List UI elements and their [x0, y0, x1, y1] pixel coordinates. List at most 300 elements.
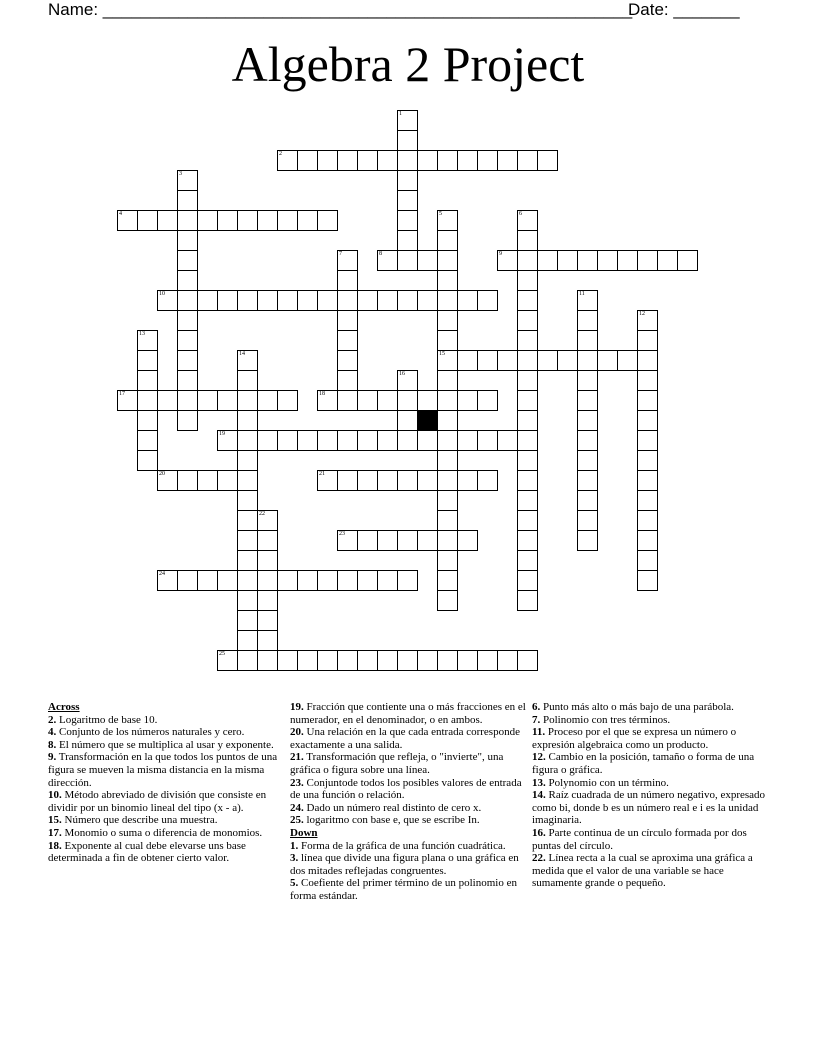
grid-cell[interactable] — [477, 290, 498, 311]
grid-cell[interactable] — [457, 350, 478, 371]
grid-cell[interactable] — [237, 550, 258, 571]
grid-cell[interactable] — [377, 570, 398, 591]
grid-cell[interactable] — [357, 650, 378, 671]
grid-cell[interactable] — [357, 430, 378, 451]
grid-cell[interactable] — [637, 310, 658, 331]
grid-cell[interactable] — [277, 390, 298, 411]
grid-cell[interactable] — [517, 650, 538, 671]
grid-cell[interactable] — [177, 170, 198, 191]
grid-cell[interactable] — [437, 550, 458, 571]
grid-cell[interactable] — [377, 250, 398, 271]
grid-cell[interactable] — [177, 270, 198, 291]
grid-cell[interactable] — [577, 450, 598, 471]
grid-cell[interactable] — [557, 350, 578, 371]
grid-cell[interactable] — [657, 250, 678, 271]
grid-cell[interactable] — [237, 430, 258, 451]
grid-cell[interactable] — [337, 270, 358, 291]
grid-cell[interactable] — [397, 430, 418, 451]
clue-text: Método abreviado de división que consiste en dividir por un binomio lineal del tipo (x - a). — [48, 789, 267, 814]
grid-cell[interactable] — [497, 650, 518, 671]
grid-cell[interactable] — [437, 410, 458, 431]
grid-cell[interactable] — [277, 430, 298, 451]
grid-cell[interactable] — [217, 570, 238, 591]
date-field-label[interactable]: Date: _______ — [628, 0, 740, 19]
grid-cell[interactable] — [457, 530, 478, 551]
grid-cell[interactable] — [477, 430, 498, 451]
grid-cell[interactable] — [337, 250, 358, 271]
grid-cell[interactable] — [257, 530, 278, 551]
grid-cell[interactable] — [517, 410, 538, 431]
grid-cell[interactable] — [137, 390, 158, 411]
grid-cell[interactable] — [637, 430, 658, 451]
grid-cell[interactable] — [317, 570, 338, 591]
grid-cell[interactable] — [577, 370, 598, 391]
grid-cell[interactable] — [397, 130, 418, 151]
clue-text: Una relación en la que cada entrada corresponde exactamente a una salida. — [290, 726, 520, 751]
grid-cell[interactable] — [457, 290, 478, 311]
grid-cell[interactable] — [337, 430, 358, 451]
grid-cell[interactable] — [457, 390, 478, 411]
grid-cell[interactable] — [177, 210, 198, 231]
grid-cell[interactable] — [177, 230, 198, 251]
grid-cell[interactable] — [677, 250, 698, 271]
grid-cell[interactable] — [397, 570, 418, 591]
down-clue — [532, 777, 766, 790]
grid-cell[interactable] — [437, 250, 458, 271]
grid-cell[interactable] — [577, 290, 598, 311]
grid-cell[interactable] — [517, 350, 538, 371]
across-clue — [290, 814, 526, 827]
grid-cell[interactable] — [197, 570, 218, 591]
grid-cell[interactable] — [177, 410, 198, 431]
grid-cell[interactable] — [297, 150, 318, 171]
grid-cell[interactable] — [357, 150, 378, 171]
grid-cell[interactable] — [177, 350, 198, 371]
clue-number: 13 — [139, 331, 145, 337]
grid-cell[interactable] — [557, 250, 578, 271]
grid-cell[interactable] — [517, 230, 538, 251]
grid-cell[interactable] — [637, 370, 658, 391]
grid-cell[interactable] — [337, 330, 358, 351]
grid-cell[interactable] — [177, 250, 198, 271]
grid-cell[interactable] — [237, 390, 258, 411]
grid-cell[interactable] — [597, 350, 618, 371]
grid-cell[interactable] — [217, 210, 238, 231]
grid-cell[interactable] — [217, 650, 238, 671]
grid-cell[interactable] — [497, 250, 518, 271]
grid-cell[interactable] — [417, 430, 438, 451]
grid-cell[interactable] — [417, 390, 438, 411]
grid-cell[interactable] — [297, 290, 318, 311]
grid-cell[interactable] — [397, 190, 418, 211]
grid-cell[interactable] — [277, 650, 298, 671]
grid-cell[interactable] — [397, 370, 418, 391]
grid-cell[interactable] — [377, 290, 398, 311]
grid-cell[interactable] — [537, 250, 558, 271]
down-clue — [532, 714, 766, 727]
grid-cell[interactable] — [377, 390, 398, 411]
clue-num: 10. — [48, 789, 62, 802]
clue-text: Polynomio con un término. — [545, 776, 669, 789]
grid-cell[interactable] — [577, 470, 598, 491]
grid-cell[interactable] — [317, 650, 338, 671]
grid-cell[interactable] — [177, 370, 198, 391]
grid-cell[interactable] — [517, 330, 538, 351]
grid-cell[interactable] — [357, 530, 378, 551]
across-clue — [290, 751, 526, 776]
grid-cell[interactable] — [237, 570, 258, 591]
clue-text: Proceso por el que se expresa un número o expresión algebraica como un producto. — [532, 726, 737, 751]
grid-cell[interactable] — [477, 390, 498, 411]
grid-cell[interactable] — [437, 490, 458, 511]
grid-cell[interactable] — [637, 410, 658, 431]
grid-cell[interactable] — [377, 530, 398, 551]
grid-cell[interactable] — [137, 430, 158, 451]
grid-cell[interactable] — [177, 290, 198, 311]
grid-cell[interactable] — [577, 350, 598, 371]
grid-cell[interactable] — [217, 390, 238, 411]
grid-cell[interactable] — [397, 650, 418, 671]
grid-cell[interactable] — [517, 290, 538, 311]
clue-text: Punto más alto o más bajo de una parábola. — [540, 701, 734, 713]
grid-cell[interactable] — [257, 570, 278, 591]
grid-cell[interactable] — [577, 250, 598, 271]
clue-number: 17 — [119, 391, 125, 397]
grid-cell[interactable] — [177, 310, 198, 331]
grid-cell[interactable] — [297, 430, 318, 451]
grid-cell[interactable] — [577, 510, 598, 531]
grid-cell[interactable] — [637, 550, 658, 571]
grid-cell[interactable] — [377, 650, 398, 671]
grid-cell[interactable] — [137, 410, 158, 431]
grid-cell[interactable] — [157, 290, 178, 311]
clue-text: logaritmo con base e, que se escribe In. — [303, 814, 480, 827]
grid-cell[interactable] — [637, 450, 658, 471]
grid-cell[interactable] — [417, 650, 438, 671]
grid-cell[interactable] — [517, 370, 538, 391]
grid-cell[interactable] — [297, 650, 318, 671]
grid-cell[interactable] — [577, 530, 598, 551]
clues-column-1 — [48, 701, 283, 865]
grid-cell[interactable] — [277, 290, 298, 311]
grid-cell[interactable] — [437, 570, 458, 591]
grid-cell[interactable] — [177, 470, 198, 491]
grid-cell[interactable] — [417, 250, 438, 271]
grid-cell[interactable] — [617, 250, 638, 271]
grid-cell[interactable] — [517, 390, 538, 411]
clue-text: Número que describe una muestra. — [61, 814, 218, 827]
grid-cell[interactable] — [257, 590, 278, 611]
clue-num: 18. — [48, 839, 62, 852]
grid-cell[interactable] — [337, 310, 358, 331]
clue-number: 10 — [159, 291, 165, 297]
grid-cell[interactable] — [357, 570, 378, 591]
grid-cell[interactable] — [277, 570, 298, 591]
grid-cell[interactable] — [257, 210, 278, 231]
grid-cell[interactable] — [517, 250, 538, 271]
grid-cell[interactable] — [637, 350, 658, 371]
grid-cell[interactable] — [337, 570, 358, 591]
grid-cell[interactable] — [237, 290, 258, 311]
grid-cell[interactable] — [177, 190, 198, 211]
clue-number: 6 — [519, 211, 522, 217]
grid-cell[interactable] — [637, 390, 658, 411]
clue-num: 6. — [532, 701, 541, 713]
grid-cell[interactable] — [577, 330, 598, 351]
grid-cell[interactable] — [637, 250, 658, 271]
grid-cell[interactable] — [617, 350, 638, 371]
grid-cell[interactable] — [157, 570, 178, 591]
grid-cell[interactable] — [437, 270, 458, 291]
grid-cell[interactable] — [517, 150, 538, 171]
name-field-label[interactable]: Name: ________________________________________________________ — [48, 0, 633, 19]
grid-cell[interactable] — [597, 250, 618, 271]
grid-cell[interactable] — [237, 210, 258, 231]
grid-cell[interactable] — [517, 490, 538, 511]
grid-cell[interactable] — [517, 210, 538, 231]
grid-cell[interactable] — [257, 430, 278, 451]
grid-cell[interactable] — [237, 650, 258, 671]
grid-cell[interactable] — [437, 390, 458, 411]
grid-cell[interactable] — [397, 470, 418, 491]
grid-cell[interactable] — [317, 210, 338, 231]
grid-cell[interactable] — [577, 430, 598, 451]
grid-cell[interactable] — [517, 570, 538, 591]
grid-cell[interactable] — [237, 590, 258, 611]
grid-cell[interactable] — [397, 110, 418, 131]
grid-cell[interactable] — [357, 290, 378, 311]
grid-cell[interactable] — [277, 150, 298, 171]
grid-cell[interactable] — [437, 150, 458, 171]
grid-cell[interactable] — [517, 430, 538, 451]
grid-cell[interactable] — [337, 150, 358, 171]
grid-cell[interactable] — [137, 350, 158, 371]
grid-cell[interactable] — [417, 290, 438, 311]
grid-cell[interactable] — [397, 170, 418, 191]
down-clue — [290, 852, 526, 877]
grid-cell[interactable] — [477, 150, 498, 171]
grid-cell[interactable] — [377, 150, 398, 171]
grid-cell[interactable] — [357, 390, 378, 411]
grid-cell[interactable] — [397, 290, 418, 311]
grid-cell[interactable] — [217, 430, 238, 451]
grid-cell[interactable] — [377, 430, 398, 451]
grid-cell[interactable] — [517, 550, 538, 571]
grid-cell[interactable] — [637, 470, 658, 491]
grid-cell[interactable] — [517, 310, 538, 331]
grid-cell[interactable] — [197, 390, 218, 411]
grid-cell[interactable] — [437, 450, 458, 471]
grid-cell[interactable] — [537, 350, 558, 371]
grid-cell[interactable] — [457, 470, 478, 491]
grid-cell[interactable] — [157, 390, 178, 411]
grid-cell[interactable] — [517, 530, 538, 551]
grid-cell[interactable] — [577, 390, 598, 411]
clue-number: 21 — [319, 471, 325, 477]
grid-cell[interactable] — [157, 470, 178, 491]
grid-cell[interactable] — [437, 650, 458, 671]
grid-cell[interactable] — [337, 290, 358, 311]
grid-cell[interactable] — [537, 150, 558, 171]
grid-cell[interactable] — [257, 290, 278, 311]
grid-cell[interactable] — [437, 210, 458, 231]
grid-cell[interactable] — [257, 550, 278, 571]
grid-cell[interactable] — [437, 290, 458, 311]
grid-cell[interactable] — [157, 210, 178, 231]
grid-cell[interactable] — [257, 390, 278, 411]
grid-cell[interactable] — [317, 150, 338, 171]
grid-cell[interactable] — [437, 430, 458, 451]
grid-cell[interactable] — [517, 590, 538, 611]
grid-cell[interactable] — [517, 450, 538, 471]
grid-cell[interactable] — [257, 610, 278, 631]
grid-cell[interactable] — [137, 370, 158, 391]
grid-cell[interactable] — [477, 470, 498, 491]
grid-cell[interactable] — [397, 250, 418, 271]
clue-text: Transformación que refleja, o "invierte", una gráfica o figura sobre una línea. — [290, 751, 504, 776]
grid-cell[interactable] — [177, 570, 198, 591]
grid-cell[interactable] — [457, 150, 478, 171]
clue-num: 21. — [290, 751, 304, 764]
grid-cell[interactable] — [217, 290, 238, 311]
grid-cell[interactable] — [337, 350, 358, 371]
grid-cell[interactable] — [357, 470, 378, 491]
down-heading: Down — [290, 826, 318, 839]
down-clue — [532, 701, 766, 714]
grid-cell[interactable] — [197, 470, 218, 491]
grid-cell[interactable] — [637, 490, 658, 511]
grid-cell[interactable] — [577, 410, 598, 431]
grid-cell[interactable] — [457, 430, 478, 451]
grid-cell[interactable] — [237, 530, 258, 551]
grid-cell[interactable] — [337, 390, 358, 411]
page-title: Algebra 2 Project — [231, 36, 585, 92]
grid-cell[interactable] — [437, 530, 458, 551]
grid-cell[interactable] — [197, 210, 218, 231]
clue-number: 20 — [159, 471, 165, 477]
grid-cell[interactable] — [397, 230, 418, 251]
grid-cell[interactable] — [217, 470, 238, 491]
grid-cell[interactable] — [317, 470, 338, 491]
grid-cell[interactable] — [237, 350, 258, 371]
grid-cell[interactable] — [437, 470, 458, 491]
grid-cell[interactable] — [337, 370, 358, 391]
clue-number: 5 — [439, 211, 442, 217]
grid-cell[interactable] — [417, 470, 438, 491]
clue-text: línea que divide una figura plana o una gráfica en dos mitades reflejadas congruentes. — [290, 852, 519, 877]
clue-num: 8. — [48, 738, 57, 751]
grid-cell[interactable] — [237, 630, 258, 651]
clue-number: 7 — [339, 251, 342, 257]
grid-cell[interactable] — [437, 330, 458, 351]
grid-cell[interactable] — [517, 510, 538, 531]
grid-cell[interactable] — [237, 470, 258, 491]
grid-cell[interactable] — [317, 430, 338, 451]
grid-cell[interactable] — [377, 470, 398, 491]
grid-cell[interactable] — [297, 210, 318, 231]
grid-cell[interactable] — [397, 530, 418, 551]
grid-cell[interactable] — [437, 310, 458, 331]
clue-text: Dado un número real distinto de cero x. — [303, 801, 482, 814]
grid-cell[interactable] — [137, 450, 158, 471]
grid-cell[interactable] — [497, 430, 518, 451]
grid-cell[interactable] — [237, 450, 258, 471]
across-clue — [48, 827, 283, 840]
grid-cell[interactable] — [397, 410, 418, 431]
clue-number: 22 — [259, 511, 265, 517]
grid-cell[interactable] — [257, 510, 278, 531]
grid-cell[interactable] — [437, 590, 458, 611]
grid-cell[interactable] — [637, 510, 658, 531]
grid-cell[interactable] — [397, 150, 418, 171]
grid-cell[interactable] — [637, 530, 658, 551]
grid-cell[interactable] — [237, 510, 258, 531]
clue-text: Logaritmo de base 10. — [56, 713, 158, 726]
grid-cell[interactable] — [177, 330, 198, 351]
clue-number: 16 — [399, 371, 405, 377]
grid-cell[interactable] — [477, 350, 498, 371]
grid-cell[interactable] — [297, 570, 318, 591]
grid-cell[interactable] — [337, 470, 358, 491]
clue-num: 14. — [532, 789, 546, 802]
grid-cell[interactable] — [237, 490, 258, 511]
grid-cell[interactable] — [577, 490, 598, 511]
grid-cell[interactable] — [197, 290, 218, 311]
grid-cell[interactable] — [137, 210, 158, 231]
grid-cell[interactable] — [117, 210, 138, 231]
grid-cell[interactable] — [517, 470, 538, 491]
grid-cell[interactable] — [237, 410, 258, 431]
grid-cell[interactable] — [437, 350, 458, 371]
grid-cell[interactable] — [577, 310, 598, 331]
across-clue — [48, 714, 283, 727]
grid-cell[interactable] — [117, 390, 138, 411]
grid-cell[interactable] — [517, 270, 538, 291]
grid-cell[interactable] — [437, 370, 458, 391]
down-clue — [532, 827, 766, 852]
grid-cell[interactable] — [277, 210, 298, 231]
grid-cell[interactable] — [637, 330, 658, 351]
grid-cell[interactable] — [177, 390, 198, 411]
clue-text: Polinomio con tres términos. — [540, 713, 671, 726]
grid-cell[interactable] — [317, 290, 338, 311]
grid-cell[interactable] — [137, 330, 158, 351]
grid-cell[interactable] — [457, 650, 478, 671]
grid-cell[interactable] — [397, 390, 418, 411]
grid-cell[interactable] — [237, 370, 258, 391]
across-clue — [290, 777, 526, 802]
across-clue — [48, 739, 283, 752]
grid-cell[interactable] — [257, 630, 278, 651]
clue-text: Línea recta a la cual se aproxima una gráfica a medida que el valor de una variable se hace sumamente grande o pequeño. — [532, 852, 753, 890]
grid-cell[interactable] — [417, 150, 438, 171]
grid-cell[interactable] — [497, 350, 518, 371]
grid-cell[interactable] — [417, 530, 438, 551]
grid-cell[interactable] — [477, 650, 498, 671]
grid-cell[interactable] — [317, 390, 338, 411]
grid-cell[interactable] — [257, 650, 278, 671]
grid-cell[interactable] — [437, 510, 458, 531]
grid-cell[interactable] — [437, 230, 458, 251]
grid-cell[interactable] — [337, 530, 358, 551]
clue-text: Transformación en la que todos los puntos de una figura se mueven la misma distancia en la misma dirección. — [48, 751, 278, 789]
grid-cell[interactable] — [397, 210, 418, 231]
grid-cell[interactable] — [497, 150, 518, 171]
grid-cell[interactable] — [237, 610, 258, 631]
grid-cell[interactable] — [337, 650, 358, 671]
clue-text: Raíz cuadrada de un número negativo, expresado como bi, donde b es un número real e i es la unidad imaginaria. — [532, 789, 766, 827]
grid-cell[interactable] — [637, 570, 658, 591]
